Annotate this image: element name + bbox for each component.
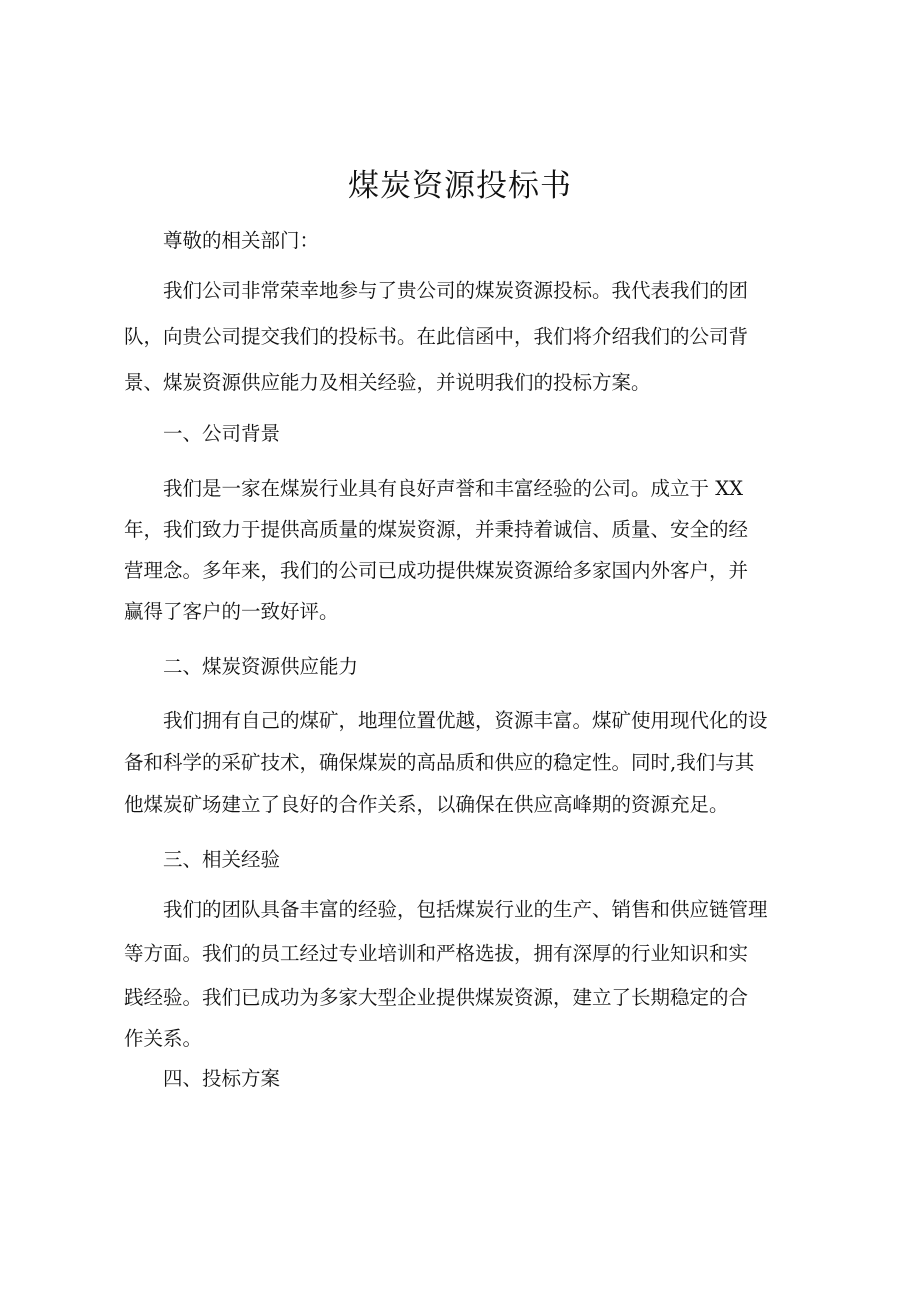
section-heading: 四、投标方案 xyxy=(163,1067,281,1090)
section-line: 他煤炭矿场建立了良好的合作关系，以确保在供应高峰期的资源充足。 xyxy=(124,793,729,816)
document-title: 煤炭资源投标书 xyxy=(348,168,572,204)
intro-line: 景、煤炭资源供应能力及相关经验，并说明我们的投标方案。 xyxy=(124,371,651,394)
section-line: 我们拥有自己的煤矿，地理位置优越，资源丰富。煤矿使用现代化的设 xyxy=(163,709,768,732)
section-line: 营理念。多年来，我们的公司已成功提供煤炭资源给多家国内外客户，并 xyxy=(124,559,749,582)
intro-line: 我们公司非常荣幸地参与了贵公司的煤炭资源投标。我代表我们的团 xyxy=(163,279,749,302)
intro-line: 队，向贵公司提交我们的投标书。在此信函中，我们将介绍我们的公司背 xyxy=(124,325,749,348)
section-line: 我们的团队具备丰富的经验，包括煤炭行业的生产、销售和供应链管理 xyxy=(163,898,768,921)
section-line: 赢得了客户的一致好评。 xyxy=(124,600,339,623)
section-line: 践经验。我们已成功为多家大型企业提供煤炭资源，建立了长期稳定的合 xyxy=(124,986,749,1009)
section-heading: 一、公司背景 xyxy=(163,422,281,445)
section-line: 作关系。 xyxy=(124,1027,203,1050)
section-line: 年，我们致力于提供高质量的煤炭资源，并秉持着诚信、质量、安全的经 xyxy=(124,518,749,541)
salutation: 尊敬的相关部门： xyxy=(163,229,320,252)
section-heading: 三、相关经验 xyxy=(163,848,281,871)
section-line: 我们是一家在煤炭行业具有良好声誉和丰富经验的公司。成立于 XX xyxy=(163,477,743,500)
section-heading: 二、煤炭资源供应能力 xyxy=(163,655,359,678)
section-line: 备和科学的采矿技术，确保煤炭的高品质和供应的稳定性。同时,我们与其 xyxy=(124,751,755,774)
section-line: 等方面。我们的员工经过专业培训和严格选拔，拥有深厚的行业知识和实 xyxy=(124,942,749,965)
